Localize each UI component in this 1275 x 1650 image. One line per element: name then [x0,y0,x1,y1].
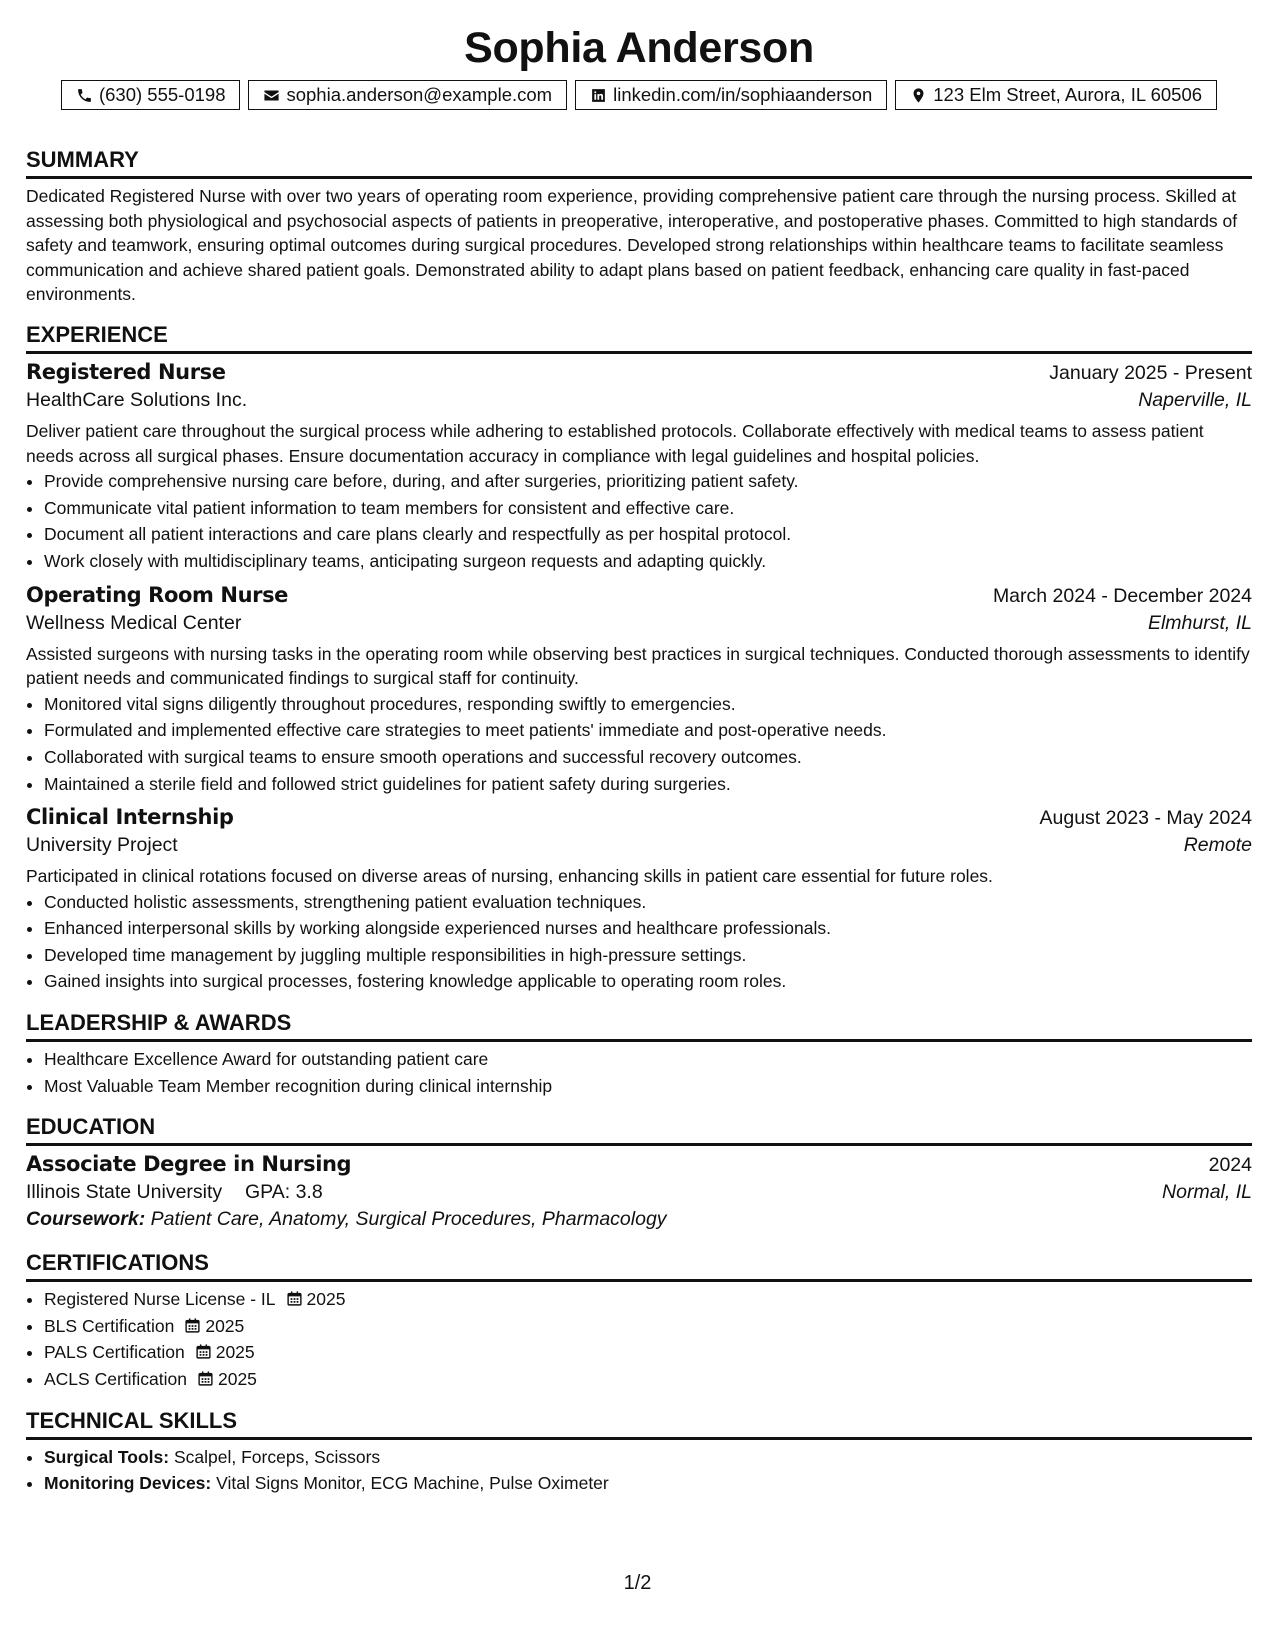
list-item [44,1286,1252,1313]
job-description: Deliver patient care throughout the surgical process while adhering to established protocols. Collaborate effectively with medical teams to assess patient needs across all surgical phases. Ensure documentation accuracy in compliance with legal guidelines and hospital policies. [26,420,1204,466]
job-title: Operating Room Nurse [26,582,289,607]
calendar-icon [197,1370,214,1387]
list-item: • Communicate vital patient information to team members for consistent and effective care. [44,495,1252,522]
school-location: Normal, IL [1162,1181,1252,1204]
leadership-section [26,1009,1252,1099]
job-location: Remote [1183,834,1252,857]
certification-name: ACLS Certification [44,1369,187,1390]
certifications-list [26,1286,1252,1392]
job-bullets [26,468,1252,574]
coursework-label: Coursework: [26,1208,146,1231]
job-dates: August 2023 - May 2024 [1039,807,1252,830]
job-location: Elmhurst, IL [1147,611,1252,634]
contact-bar [26,80,1252,110]
contact-address [895,80,1217,110]
job-location: Naperville, IL [1138,388,1252,411]
calendar-icon [195,1343,212,1360]
list-item: • Enhanced interpersonal skills by working alongside experienced nurses and healthcare professionals. [44,915,1252,942]
job-company: HealthCare Solutions Inc. [26,388,248,411]
job-title: Clinical Internship [26,805,234,830]
phone-icon [76,87,93,104]
list-item: • Provide comprehensive nursing care before, during, and after surgeries, prioritizing patient safety. [44,468,1252,495]
job-bullets [26,889,1252,995]
calendar-icon [184,1317,201,1334]
skill-label: Surgical Tools: [44,1446,170,1467]
certifications-section [26,1249,1252,1392]
skills-section [26,1407,1252,1497]
section-title-education: EDUCATION [26,1113,1252,1146]
envelope-icon [263,87,280,104]
email-link[interactable]: sophia.anderson@example.com [286,84,553,105]
section-title-experience: EXPERIENCE [26,321,1252,354]
list-item [44,1470,1252,1497]
candidate-name: Sophia Anderson [464,24,814,72]
job-dates: January 2025 - Present [1049,361,1252,384]
certification-name: BLS Certification [44,1315,175,1336]
graduation-year: 2024 [1208,1154,1252,1177]
section-title-skills: TECHNICAL SKILLS [26,1407,1252,1440]
certification-year: 2025 [205,1315,245,1336]
job-description: Assisted surgeons with nursing tasks in the operating room while observing best practices in surgical techniques. Conducted thorough assessments to identify patient needs and communicated findings to surgical staff for continuity. [26,643,1250,689]
summary-section [26,146,1252,307]
list-item: • Maintained a sterile field and followed strict guidelines for patient safety during surgeries. [44,771,1252,798]
job-company: Wellness Medical Center [26,611,242,634]
list-item: • Conducted holistic assessments, strengthening patient evaluation techniques. [44,889,1252,916]
summary-text: Dedicated Registered Nurse with over two years of operating room experience, providing comprehensive patient care through the nursing process. Skilled at assessing both physiological and psychosocial aspects of patients in preoperative, interoperative, and postoperative phases. Committed to high standards of safety and teamwork, ensuring optimal outcomes during surgical procedures. Developed strong relationships within healthcare teams to facilitate seamless communication and achieve shared patient goals. Demonstrated ability to adapt plans based on patient feedback, enhancing care quality in fast-paced environments. [26,186,1238,305]
phone-text: (630) 555-0198 [98,84,226,105]
degree-title: Associate Degree in Nursing [26,1152,352,1177]
section-title-certifications: CERTIFICATIONS [26,1249,1252,1282]
job-bullets [26,691,1252,797]
calendar-icon [286,1290,303,1307]
list-item: • Formulated and implemented effective care strategies to meet patients' immediate and post-operative needs. [44,717,1252,744]
section-title-leadership: LEADERSHIP & AWARDS [26,1009,1252,1042]
resume-page [26,0,1252,1497]
address-text: 123 Elm Street, Aurora, IL 60506 [933,84,1203,105]
certification-name: Registered Nurse License - IL [44,1289,276,1310]
coursework-line [26,1208,1252,1231]
job-title: Registered Nurse [26,359,226,384]
list-item [44,1366,1252,1393]
certification-year: 2025 [215,1342,255,1363]
job-dates: March 2024 - December 2024 [992,584,1252,607]
list-item: • Work closely with multidisciplinary teams, anticipating surgeon requests and adapting quickly. [44,548,1252,575]
job-company: University Project [26,834,178,857]
contact-linkedin[interactable] [575,80,887,110]
list-item: • Most Valuable Team Member recognition during clinical internship [44,1073,1252,1100]
gpa-text: GPA: 3.8 [245,1181,323,1204]
linkedin-link[interactable]: linkedin.com/in/sophiaanderson [613,84,873,105]
skill-value: Vital Signs Monitor, ECG Machine, Pulse Oximeter [216,1473,609,1494]
coursework-text: Patient Care, Anatomy, Surgical Procedures, Pharmacology [150,1208,667,1231]
list-item: • Document all patient interactions and care plans clearly and respectfully as per hospital protocol. [44,521,1252,548]
leadership-list [26,1046,1252,1099]
job-description: Participated in clinical rotations focused on diverse areas of nursing, enhancing skills in patient care essential for future roles. [26,866,993,887]
list-item: • Healthcare Excellence Award for outstanding patient care [44,1046,1252,1073]
linkedin-icon [590,87,607,104]
certification-year: 2025 [306,1289,346,1310]
skills-list [26,1444,1252,1497]
school-name: Illinois State University [26,1181,223,1204]
skill-value: Scalpel, Forceps, Scissors [173,1446,381,1467]
list-item: • Monitored vital signs diligently throughout procedures, responding swiftly to emergencies. [44,691,1252,718]
education-section [26,1113,1252,1231]
certification-year: 2025 [217,1369,257,1390]
job-entry [26,583,1252,798]
list-item: • Gained insights into surgical processes, fostering knowledge applicable to operating room roles. [44,968,1252,995]
contact-phone [61,80,241,110]
list-item: • Developed time management by juggling multiple responsibilities in high-pressure settings. [44,942,1252,969]
experience-section [26,321,1252,995]
list-item [44,1313,1252,1340]
job-entry [26,805,1252,995]
job-entry [26,360,1252,575]
map-pin-icon [910,87,927,104]
list-item [44,1339,1252,1366]
list-item: • Collaborated with surgical teams to ensure smooth operations and successful recovery outcomes. [44,744,1252,771]
skill-label: Monitoring Devices: [44,1473,212,1494]
page-number: 1/2 [623,1572,652,1594]
certification-name: PALS Certification [44,1342,185,1363]
contact-email[interactable] [248,80,567,110]
section-title-summary: SUMMARY [26,146,1252,179]
list-item [44,1444,1252,1471]
